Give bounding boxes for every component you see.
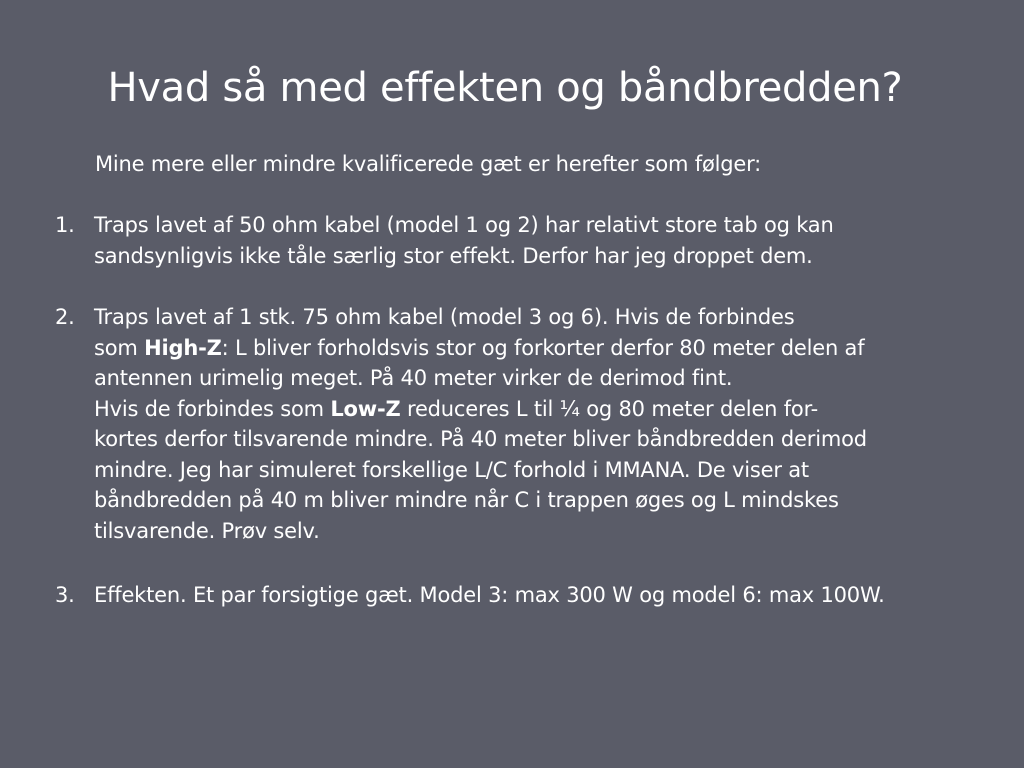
- list-item-line: Traps lavet af 50 ohm kabel (model 1 og 2) har relativt store tab og kan: [94, 213, 834, 237]
- intro-text: Mine mere eller mindre kvalificerede gæt er herefter som følger:: [95, 152, 762, 176]
- list-item-line: kortes derfor tilsvarende mindre. På 40 meter bliver båndbredden derimod: [94, 427, 867, 451]
- list-item-number: 3.: [55, 583, 75, 607]
- list-item-line: Traps lavet af 1 stk. 75 ohm kabel (model 3 og 6). Hvis de forbindes: [94, 305, 795, 329]
- text-segment: reduceres L til ¼ og 80 meter delen for-: [400, 396, 819, 421]
- slide-title: Hvad så med effekten og båndbredden?: [107, 65, 903, 111]
- text-segment: : L bliver forholdsvis stor og forkorter derfor 80 meter delen af: [221, 335, 865, 360]
- list-item-line: [94, 333, 864, 364]
- text-segment: som: [94, 335, 145, 360]
- list-item-line: [94, 394, 818, 425]
- high-z-term: High-Z: [144, 335, 222, 360]
- list-item-line: sandsynligvis ikke tåle særlig stor effekt. Derfor har jeg droppet dem.: [94, 243, 813, 268]
- list-item-number: 2.: [55, 305, 75, 329]
- list-item-line: mindre. Jeg har simuleret forskellige L/C forhold i MMANA. De viser at: [94, 457, 809, 482]
- list-item-number: 1.: [55, 213, 75, 237]
- list-item-line: båndbredden på 40 m bliver mindre når C i trappen øges og L mindskes: [94, 488, 839, 512]
- list-item-line: antennen urimelig meget. På 40 meter virker de derimod fint.: [94, 366, 733, 390]
- text-segment: Hvis de forbindes som: [94, 396, 331, 421]
- list-item-line: Effekten. Et par forsigtige gæt. Model 3: max 300 W og model 6: max 100W.: [94, 583, 885, 607]
- list-item-line: tilsvarende. Prøv selv.: [94, 518, 320, 543]
- low-z-term: Low-Z: [330, 396, 401, 421]
